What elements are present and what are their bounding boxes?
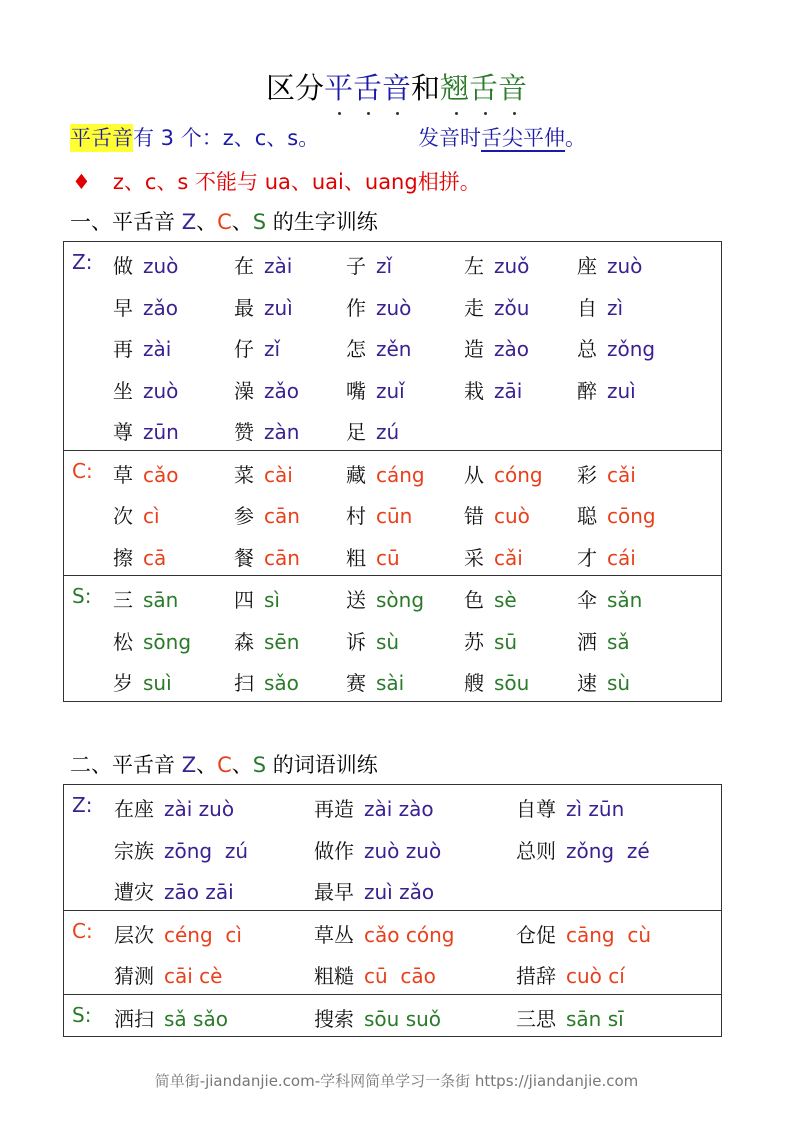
hanzi: 猜测 bbox=[114, 964, 154, 988]
pinyin: zuò bbox=[143, 378, 179, 403]
pinyin: zāo zāi bbox=[164, 880, 234, 904]
pinyin: sòng bbox=[376, 588, 425, 612]
hanzi: 次 bbox=[113, 504, 133, 528]
hanzi: 才 bbox=[577, 545, 597, 570]
pinyin: zǐ bbox=[264, 337, 281, 361]
hanzi: 在座 bbox=[114, 797, 154, 821]
entry bbox=[314, 793, 434, 822]
hanzi: 赛 bbox=[346, 671, 366, 695]
entry bbox=[234, 250, 292, 279]
entry bbox=[114, 876, 234, 905]
pinyin: sū bbox=[494, 629, 518, 654]
hanzi: 走 bbox=[464, 295, 484, 320]
hanzi: 三思 bbox=[516, 1006, 556, 1031]
table-row bbox=[64, 492, 721, 534]
pinyin: zài zuò bbox=[164, 797, 235, 821]
pinyin: zǒu bbox=[494, 295, 530, 320]
table-row bbox=[64, 576, 721, 618]
pinyin: cáng bbox=[376, 462, 425, 487]
diamond-icon: ♦ bbox=[72, 170, 91, 194]
hanzi: 座 bbox=[577, 254, 597, 278]
hanzi: 宗族 bbox=[114, 838, 154, 863]
hanzi: 洒扫 bbox=[114, 1006, 154, 1031]
pinyin: zūn bbox=[143, 420, 179, 444]
hanzi: 伞 bbox=[577, 588, 597, 612]
title-char: 舌 bbox=[469, 71, 499, 105]
heading-text: 一、平舌音 bbox=[70, 210, 182, 234]
entry bbox=[113, 626, 191, 655]
entry bbox=[114, 960, 222, 989]
entry bbox=[113, 250, 178, 279]
title-char: 舌 bbox=[352, 71, 382, 105]
heading-z: Z bbox=[181, 753, 197, 777]
table-row bbox=[64, 451, 721, 493]
pinyin: zuì zǎo bbox=[364, 880, 435, 904]
pinyin: céng cì bbox=[164, 922, 242, 947]
hanzi: 从 bbox=[464, 462, 484, 487]
entry bbox=[113, 333, 171, 362]
hanzi: 仓促 bbox=[516, 922, 556, 947]
row-label: S: bbox=[72, 1002, 92, 1027]
entry bbox=[346, 250, 392, 279]
hanzi: 菜 bbox=[234, 462, 254, 487]
table-row bbox=[64, 911, 721, 953]
pinyin: cǎo cóng bbox=[364, 922, 455, 947]
entry bbox=[314, 1003, 441, 1032]
entry bbox=[234, 375, 299, 404]
character-table bbox=[63, 241, 722, 702]
pinyin: cōng bbox=[607, 504, 656, 528]
hanzi: 餐 bbox=[234, 545, 254, 570]
entry bbox=[234, 500, 300, 529]
pinyin: zōng zú bbox=[164, 838, 248, 863]
section2-heading bbox=[70, 749, 378, 779]
hanzi: 怎 bbox=[346, 337, 366, 361]
pinyin: zuò bbox=[376, 295, 412, 320]
row-label: C: bbox=[72, 458, 93, 483]
title-part: 区分 bbox=[265, 71, 324, 105]
hanzi: 总则 bbox=[516, 838, 556, 863]
title-char: 音 bbox=[381, 71, 411, 105]
entry bbox=[314, 960, 436, 989]
pinyin: zuǒ bbox=[494, 254, 530, 278]
hanzi: 措辞 bbox=[516, 964, 556, 988]
entry bbox=[516, 960, 625, 989]
footer: 简单街-jiandanjie.com-学科网简单学习一条街 https://jiandanjie.com bbox=[154, 1072, 639, 1090]
hanzi: 再造 bbox=[314, 797, 354, 821]
pinyin: zào bbox=[494, 337, 529, 361]
heading-s: S bbox=[252, 753, 267, 777]
pinyin: zài zào bbox=[364, 797, 434, 821]
table-row bbox=[64, 995, 721, 1037]
pinyin: cóng bbox=[494, 462, 543, 487]
hanzi: 搜索 bbox=[314, 1006, 354, 1031]
table-row bbox=[64, 408, 721, 450]
entry bbox=[516, 919, 651, 948]
entry bbox=[114, 919, 242, 948]
entry bbox=[113, 667, 172, 696]
heading-sep: 、 bbox=[231, 753, 253, 777]
entry bbox=[577, 667, 630, 696]
entry bbox=[114, 793, 234, 822]
hanzi: 坐 bbox=[113, 378, 133, 403]
entry bbox=[577, 500, 656, 529]
heading-z: Z bbox=[181, 210, 197, 234]
pinyin: cǎi bbox=[607, 462, 636, 487]
entry bbox=[577, 375, 636, 404]
row-label: Z: bbox=[72, 250, 93, 274]
pinyin: sì bbox=[264, 588, 280, 612]
pinyin: zuò bbox=[143, 254, 179, 278]
heading-text: 二、平舌音 bbox=[70, 753, 182, 777]
section-s bbox=[64, 994, 721, 1037]
pronunciation-note bbox=[418, 122, 586, 152]
title-char: 平 bbox=[323, 71, 353, 105]
hanzi: 藏 bbox=[346, 462, 366, 487]
hanzi: 做 bbox=[113, 254, 133, 278]
hanzi: 错 bbox=[464, 504, 484, 528]
entry bbox=[346, 626, 399, 655]
highlighted-term: 平舌音 bbox=[70, 126, 133, 150]
title-part: 和 bbox=[411, 71, 441, 105]
entry bbox=[464, 584, 517, 613]
pinyin: sōu bbox=[494, 671, 530, 695]
entry bbox=[577, 584, 642, 613]
heading-text: 的生字训练 bbox=[266, 210, 378, 234]
pinyin: zāi bbox=[494, 378, 523, 403]
entry bbox=[464, 542, 523, 571]
entry bbox=[577, 626, 630, 655]
hanzi: 澡 bbox=[234, 378, 254, 403]
hanzi: 聪 bbox=[577, 504, 597, 528]
hanzi: 层次 bbox=[114, 922, 154, 947]
intro-line bbox=[70, 122, 319, 152]
pinyin: sān sī bbox=[566, 1006, 624, 1031]
pinyin: sān bbox=[143, 588, 179, 612]
hanzi: 早 bbox=[113, 295, 133, 320]
hanzi: 彩 bbox=[577, 462, 597, 487]
entry bbox=[577, 542, 636, 571]
pinyin: zuò bbox=[607, 254, 643, 278]
table-row bbox=[64, 242, 721, 284]
table-row bbox=[64, 618, 721, 660]
entry bbox=[234, 626, 299, 655]
pinyin: zuì bbox=[607, 378, 636, 403]
heading-text: 的词语训练 bbox=[266, 753, 378, 777]
hanzi: 在 bbox=[234, 254, 254, 278]
entry bbox=[346, 542, 400, 571]
section-c bbox=[64, 450, 721, 576]
hanzi: 总 bbox=[577, 337, 597, 361]
hanzi: 草 bbox=[113, 462, 133, 487]
hanzi: 色 bbox=[464, 588, 484, 612]
entry bbox=[234, 292, 293, 321]
hanzi: 松 bbox=[113, 629, 133, 654]
pinyin: cuò bbox=[494, 504, 530, 528]
pinyin: zuò zuò bbox=[364, 838, 442, 863]
hanzi: 苏 bbox=[464, 629, 484, 654]
table-row bbox=[64, 325, 721, 367]
pinyin: sēn bbox=[264, 629, 300, 654]
entry bbox=[113, 584, 178, 613]
entry bbox=[113, 292, 178, 321]
row-label: C: bbox=[72, 918, 93, 943]
hanzi: 自 bbox=[577, 295, 597, 320]
hanzi: 扫 bbox=[234, 671, 254, 695]
hanzi: 艘 bbox=[464, 671, 484, 695]
hanzi: 造 bbox=[464, 337, 484, 361]
hanzi: 三 bbox=[113, 588, 133, 612]
hanzi: 作 bbox=[346, 295, 366, 320]
pinyin: cǎi bbox=[494, 545, 523, 570]
hanzi: 森 bbox=[234, 629, 254, 654]
entry bbox=[113, 500, 160, 529]
entry bbox=[464, 333, 529, 362]
entry bbox=[346, 333, 411, 362]
pinyin: sǎo bbox=[264, 671, 299, 695]
entry bbox=[314, 835, 441, 864]
entry bbox=[346, 459, 425, 488]
entry bbox=[114, 835, 248, 864]
title-char: 翘 bbox=[440, 71, 470, 105]
pinyin: zǒng bbox=[607, 337, 656, 361]
pinyin: zì bbox=[607, 295, 624, 320]
entry bbox=[464, 626, 517, 655]
hanzi: 遭灾 bbox=[114, 880, 154, 904]
entry bbox=[346, 292, 411, 321]
table-row bbox=[64, 284, 721, 326]
entry bbox=[314, 919, 454, 948]
pinyin: zài bbox=[143, 337, 172, 361]
pinyin: zì zūn bbox=[566, 797, 625, 821]
entry bbox=[577, 250, 642, 279]
entry bbox=[113, 416, 179, 445]
entry bbox=[234, 542, 300, 571]
pinyin: zuǐ bbox=[376, 378, 405, 403]
table-row bbox=[64, 367, 721, 409]
hanzi: 洒 bbox=[577, 629, 597, 654]
entry bbox=[234, 416, 299, 445]
entry bbox=[577, 459, 636, 488]
heading-s: S bbox=[252, 210, 267, 234]
entry bbox=[464, 459, 543, 488]
hanzi: 诉 bbox=[346, 629, 366, 654]
pinyin: sǎn bbox=[607, 588, 643, 612]
pinyin: sǎ bbox=[607, 629, 630, 654]
pinyin: cūn bbox=[376, 504, 413, 528]
entry bbox=[234, 584, 280, 613]
entry bbox=[234, 667, 299, 696]
section-z bbox=[64, 785, 721, 910]
entry bbox=[464, 250, 529, 279]
heading-sep: 、 bbox=[196, 210, 218, 234]
entry bbox=[346, 500, 412, 529]
section-s bbox=[64, 575, 721, 701]
hanzi: 最 bbox=[234, 295, 254, 320]
hanzi: 自尊 bbox=[516, 797, 556, 821]
pinyin: zǎo bbox=[143, 295, 178, 320]
pron-text: 发音时 bbox=[418, 126, 481, 150]
hanzi: 足 bbox=[346, 420, 366, 444]
pinyin: sōu suǒ bbox=[364, 1006, 442, 1031]
pinyin: zuì bbox=[264, 295, 293, 320]
page-title bbox=[0, 66, 793, 107]
hanzi: 村 bbox=[346, 504, 366, 528]
hanzi: 再 bbox=[113, 337, 133, 361]
section-z bbox=[64, 242, 721, 450]
pinyin: cái bbox=[607, 545, 636, 570]
pinyin: zài bbox=[264, 254, 293, 278]
row-label: S: bbox=[72, 584, 92, 608]
pinyin: cū cāo bbox=[364, 964, 436, 988]
table-row bbox=[64, 659, 721, 701]
intro-text: 有 3 个：z、c、s。 bbox=[133, 126, 320, 150]
row-label: Z: bbox=[72, 793, 93, 817]
hanzi: 参 bbox=[234, 504, 254, 528]
hanzi: 栽 bbox=[464, 378, 484, 403]
entry bbox=[113, 542, 166, 571]
hanzi: 四 bbox=[234, 588, 254, 612]
entry bbox=[113, 375, 178, 404]
pinyin: sù bbox=[376, 629, 400, 654]
hanzi: 粗糙 bbox=[314, 964, 354, 988]
pinyin: sōng bbox=[143, 629, 192, 654]
pron-end: 。 bbox=[565, 126, 586, 150]
pinyin: cǎo bbox=[143, 462, 179, 487]
entry bbox=[346, 416, 399, 445]
entry bbox=[346, 584, 424, 613]
hanzi: 速 bbox=[577, 671, 597, 695]
entry bbox=[577, 292, 623, 321]
hanzi: 最早 bbox=[314, 880, 354, 904]
entry bbox=[577, 333, 655, 362]
pinyin: zǐ bbox=[376, 254, 393, 278]
entry bbox=[113, 459, 179, 488]
rule-line bbox=[72, 166, 481, 196]
entry bbox=[346, 375, 405, 404]
pinyin: cān bbox=[264, 504, 300, 528]
pinyin: cài bbox=[264, 462, 293, 487]
hanzi: 做作 bbox=[314, 838, 354, 863]
entry bbox=[314, 876, 434, 905]
pron-underlined: 舌尖平伸 bbox=[481, 126, 565, 150]
hanzi: 采 bbox=[464, 545, 484, 570]
hanzi: 仔 bbox=[234, 337, 254, 361]
pinyin: cān bbox=[264, 545, 300, 570]
pinyin: cuò cí bbox=[566, 964, 625, 988]
entry bbox=[464, 375, 522, 404]
table-row bbox=[64, 785, 721, 827]
heading-sep: 、 bbox=[196, 753, 218, 777]
pinyin: cā bbox=[143, 545, 167, 570]
entry bbox=[516, 793, 624, 822]
pinyin: zěn bbox=[376, 337, 412, 361]
pinyin: sǎ sǎo bbox=[164, 1006, 228, 1031]
hanzi: 岁 bbox=[113, 671, 133, 695]
hanzi: 草丛 bbox=[314, 922, 354, 947]
pinyin: zàn bbox=[264, 420, 300, 444]
entry bbox=[516, 835, 650, 864]
table-row bbox=[64, 534, 721, 576]
pinyin: suì bbox=[143, 671, 172, 695]
entry bbox=[516, 1003, 624, 1032]
pinyin: zǎo bbox=[264, 378, 299, 403]
section1-heading bbox=[70, 206, 378, 236]
word-table bbox=[63, 784, 722, 1037]
entry bbox=[114, 1003, 228, 1032]
hanzi: 尊 bbox=[113, 420, 133, 444]
pinyin: cì bbox=[143, 504, 160, 528]
pinyin: sài bbox=[376, 671, 405, 695]
hanzi: 子 bbox=[346, 254, 366, 278]
entry bbox=[234, 333, 280, 362]
entry bbox=[234, 459, 293, 488]
pinyin: sù bbox=[607, 671, 631, 695]
title-char: 音 bbox=[498, 71, 528, 105]
section-c bbox=[64, 910, 721, 994]
pinyin: cāng cù bbox=[566, 922, 652, 947]
pinyin: zǒng zé bbox=[566, 838, 650, 863]
entry bbox=[464, 292, 529, 321]
heading-sep: 、 bbox=[231, 210, 253, 234]
table-row bbox=[64, 868, 721, 910]
table-row bbox=[64, 952, 721, 994]
hanzi: 赞 bbox=[234, 420, 254, 444]
hanzi: 擦 bbox=[113, 545, 133, 570]
table-row bbox=[64, 827, 721, 869]
entry bbox=[464, 500, 530, 529]
hanzi: 左 bbox=[464, 254, 484, 278]
pinyin: cāi cè bbox=[164, 964, 223, 988]
hanzi: 醉 bbox=[577, 378, 597, 403]
rule-text: z、c、s 不能与 ua、uai、uang相拼。 bbox=[112, 170, 481, 194]
hanzi: 粗 bbox=[346, 545, 366, 570]
heading-c: C bbox=[217, 753, 232, 777]
pinyin: cū bbox=[376, 545, 400, 570]
hanzi: 嘴 bbox=[346, 378, 366, 403]
heading-c: C bbox=[217, 210, 232, 234]
hanzi: 送 bbox=[346, 588, 366, 612]
entry bbox=[464, 667, 529, 696]
entry bbox=[346, 667, 404, 696]
pinyin: sè bbox=[494, 588, 517, 612]
pinyin: zú bbox=[376, 420, 400, 444]
